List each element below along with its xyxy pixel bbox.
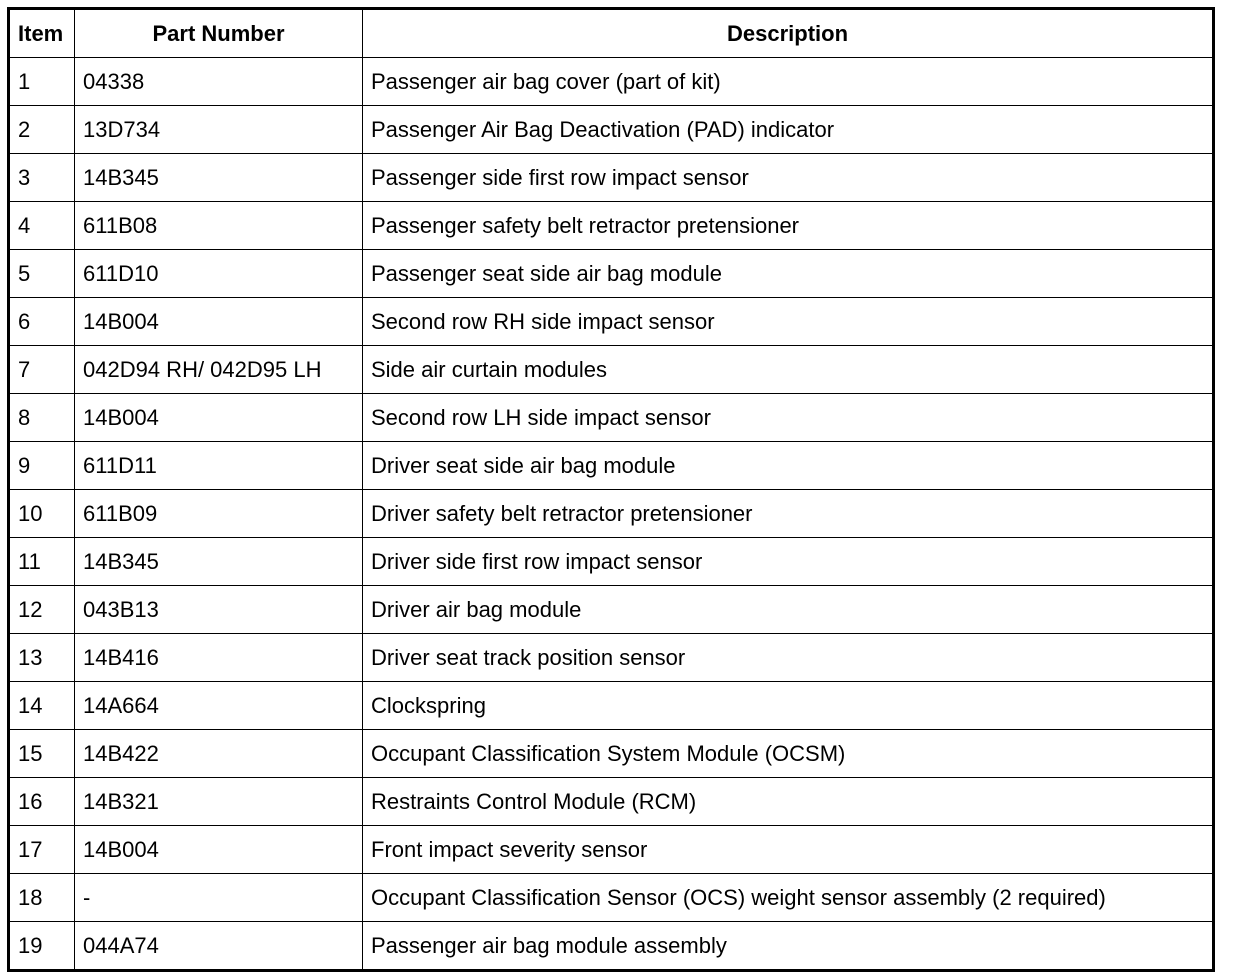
item-cell: 4	[9, 202, 75, 250]
description-cell: Driver seat side air bag module	[363, 442, 1214, 490]
part-number-cell: 611D11	[75, 442, 363, 490]
description-cell: Clockspring	[363, 682, 1214, 730]
part-number-cell: 611B09	[75, 490, 363, 538]
column-header-description: Description	[363, 9, 1214, 58]
part-number-cell: 14B004	[75, 394, 363, 442]
table-row	[9, 202, 1214, 250]
item-cell: 8	[9, 394, 75, 442]
table-row	[9, 922, 1214, 971]
description-cell: Second row LH side impact sensor	[363, 394, 1214, 442]
description-cell: Second row RH side impact sensor	[363, 298, 1214, 346]
item-cell: 6	[9, 298, 75, 346]
part-number-cell: 611B08	[75, 202, 363, 250]
table-row	[9, 634, 1214, 682]
item-cell: 18	[9, 874, 75, 922]
table-row	[9, 682, 1214, 730]
item-cell: 9	[9, 442, 75, 490]
description-cell: Passenger air bag cover (part of kit)	[363, 58, 1214, 106]
part-number-cell: 611D10	[75, 250, 363, 298]
description-cell: Driver air bag module	[363, 586, 1214, 634]
description-cell: Front impact severity sensor	[363, 826, 1214, 874]
table-row	[9, 538, 1214, 586]
table-row	[9, 778, 1214, 826]
table-row	[9, 154, 1214, 202]
description-cell: Driver seat track position sensor	[363, 634, 1214, 682]
table-row	[9, 346, 1214, 394]
column-header-item: Item	[9, 9, 75, 58]
table-row	[9, 874, 1214, 922]
item-cell: 15	[9, 730, 75, 778]
description-cell: Restraints Control Module (RCM)	[363, 778, 1214, 826]
item-cell: 12	[9, 586, 75, 634]
description-cell: Passenger Air Bag Deactivation (PAD) indicator	[363, 106, 1214, 154]
part-number-cell: 13D734	[75, 106, 363, 154]
table-body	[9, 58, 1214, 971]
table-row	[9, 586, 1214, 634]
item-cell: 19	[9, 922, 75, 971]
part-number-cell: 14B345	[75, 538, 363, 586]
part-number-cell: 042D94 RH/ 042D95 LH	[75, 346, 363, 394]
table-row	[9, 394, 1214, 442]
table-header-row	[9, 9, 1214, 58]
part-number-cell: 14B416	[75, 634, 363, 682]
table-row	[9, 250, 1214, 298]
description-cell: Driver safety belt retractor pretensioner	[363, 490, 1214, 538]
item-cell: 2	[9, 106, 75, 154]
parts-table	[7, 7, 1215, 972]
description-cell: Occupant Classification Sensor (OCS) weight sensor assembly (2 required)	[363, 874, 1214, 922]
part-number-cell: 14B345	[75, 154, 363, 202]
part-number-cell: 04338	[75, 58, 363, 106]
table-row	[9, 298, 1214, 346]
item-cell: 11	[9, 538, 75, 586]
item-cell: 17	[9, 826, 75, 874]
part-number-cell: 044A74	[75, 922, 363, 971]
table-row	[9, 490, 1214, 538]
description-cell: Passenger side first row impact sensor	[363, 154, 1214, 202]
table-row	[9, 58, 1214, 106]
description-cell: Passenger safety belt retractor pretensioner	[363, 202, 1214, 250]
item-cell: 7	[9, 346, 75, 394]
item-cell: 10	[9, 490, 75, 538]
description-cell: Driver side first row impact sensor	[363, 538, 1214, 586]
table-row	[9, 442, 1214, 490]
part-number-cell: 14B004	[75, 826, 363, 874]
item-cell: 1	[9, 58, 75, 106]
description-cell: Occupant Classification System Module (OCSM)	[363, 730, 1214, 778]
part-number-cell: 14B321	[75, 778, 363, 826]
item-cell: 3	[9, 154, 75, 202]
part-number-cell: 14A664	[75, 682, 363, 730]
item-cell: 5	[9, 250, 75, 298]
item-cell: 13	[9, 634, 75, 682]
description-cell: Passenger seat side air bag module	[363, 250, 1214, 298]
column-header-part-number: Part Number	[75, 9, 363, 58]
table-row	[9, 826, 1214, 874]
table-row	[9, 730, 1214, 778]
part-number-cell: 14B422	[75, 730, 363, 778]
part-number-cell: 043B13	[75, 586, 363, 634]
description-cell: Side air curtain modules	[363, 346, 1214, 394]
table-row	[9, 106, 1214, 154]
item-cell: 14	[9, 682, 75, 730]
part-number-cell: 14B004	[75, 298, 363, 346]
item-cell: 16	[9, 778, 75, 826]
part-number-cell: -	[75, 874, 363, 922]
description-cell: Passenger air bag module assembly	[363, 922, 1214, 971]
